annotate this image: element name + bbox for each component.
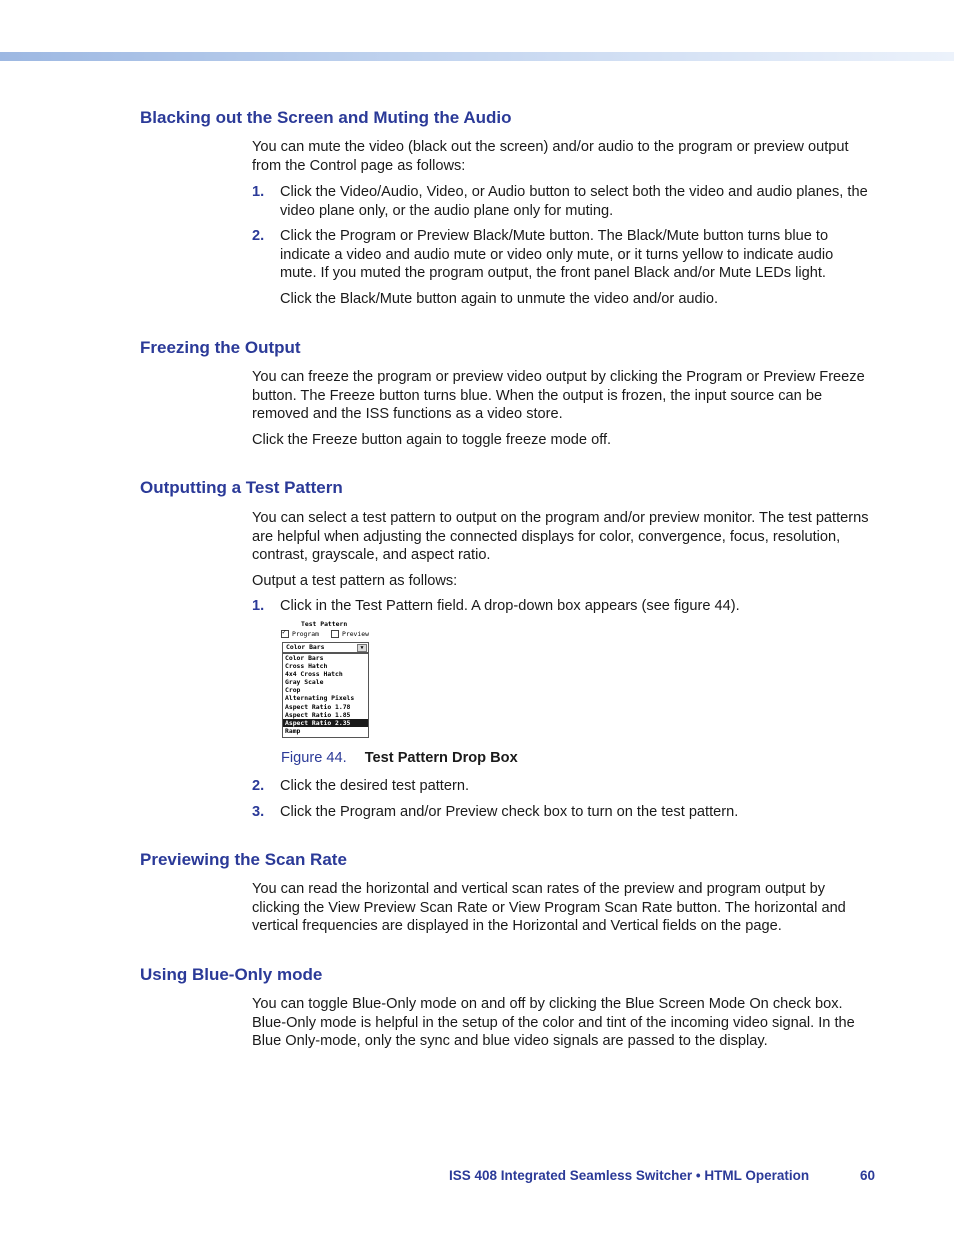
step-text: Click the desired test pattern.	[280, 778, 469, 794]
footer-doc-title: ISS 408 Integrated Seamless Switcher • HTML Operation	[449, 1168, 810, 1183]
heading-freezing: Freezing the Output	[140, 338, 301, 357]
chevron-down-icon[interactable]: ▼	[357, 644, 367, 652]
step-text: Click the Program and/or Preview check box to turn on the test pattern.	[280, 804, 739, 820]
blacking-note: Click the Black/Mute button again to unmute the video and/or audio.	[280, 291, 719, 307]
heading-blacking-out: Blacking out the Screen and Muting the Audio	[140, 108, 512, 127]
step-number: 2.	[252, 778, 265, 794]
test-pattern-title: Test Pattern	[301, 620, 348, 628]
heading-test-pattern: Outputting a Test Pattern	[140, 478, 343, 497]
testpattern-paragraph-2: Output a test pattern as follows:	[252, 573, 458, 589]
list-item-highlighted[interactable]: Aspect Ratio 2.35	[283, 719, 368, 727]
step-number: 3.	[252, 804, 265, 820]
freezing-paragraph-2: Click the Freeze button again to toggle freeze mode off.	[252, 432, 612, 448]
step-number: 1.	[252, 184, 265, 200]
checkbox-unchecked-icon[interactable]	[331, 630, 339, 638]
blacking-intro: You can mute the video (black out the screen) and/or audio to the program or preview output from the Control page as follows:	[252, 139, 849, 174]
checkbox-checked-icon[interactable]	[281, 630, 289, 638]
list-item[interactable]: Crop	[285, 686, 301, 695]
selected-value: Color Bars	[286, 643, 325, 651]
test-pattern-figure	[280, 620, 374, 738]
preview-label: Preview	[342, 630, 369, 638]
step-text: Click in the Test Pattern field. A drop-down box appears (see figure 44).	[280, 598, 740, 614]
testpattern-paragraph-1: You can select a test pattern to output on the program and/or preview monitor. The test patterns are helpful when adjusting the connected displays for color, convergence, focus, resolution, contrast, grayscale, and aspect ratio.	[252, 510, 869, 564]
program-checkbox[interactable]	[281, 630, 319, 638]
list-item[interactable]: Aspect Ratio 1.78	[285, 702, 351, 711]
freezing-paragraph-1: You can freeze the program or preview video output by clicking the Program or Preview Freeze button. The Freeze button turns blue. When the output is frozen, the input source can be removed and the ISS functions as a video store.	[252, 369, 865, 423]
figure-label: Figure 44.	[281, 750, 347, 766]
blueonly-paragraph: You can toggle Blue-Only mode on and off by clicking the Blue Screen Mode On check box. Blue-Only mode is helpful in the setup of the color and tint of the incoming video signal. In the Blue Only-mode, only the sync and blue video signals are passed to the display.	[252, 996, 855, 1050]
list-item[interactable]: Gray Scale	[285, 678, 324, 687]
list-item[interactable]: Color Bars	[285, 654, 324, 662]
heading-blue-only: Using Blue-Only mode	[140, 965, 323, 984]
test-pattern-select[interactable]	[282, 642, 369, 653]
list-item[interactable]: Aspect Ratio 1.85	[285, 710, 351, 719]
test-pattern-dropdown-list[interactable]	[282, 653, 369, 738]
list-item[interactable]: 4x4 Cross Hatch	[285, 670, 343, 679]
step-text: Click the Program or Preview Black/Mute button. The Black/Mute button turns blue to indicate a video and audio mute or video only mute, or it turns yellow to indicate audio mute. If you muted the program output, the front panel Black and/or Mute LEDs light.	[280, 228, 834, 282]
step-number: 2.	[252, 228, 265, 244]
list-item[interactable]: Ramp	[285, 726, 301, 735]
footer-page-number: 60	[860, 1168, 876, 1183]
preview-checkbox[interactable]	[331, 630, 369, 638]
scanrate-paragraph: You can read the horizontal and vertical scan rates of the preview and program output by clicking the View Preview Scan Rate or View Program Scan Rate button. The horizontal and vertical frequencies are displayed in the Horizontal and Vertical fields on the page.	[252, 881, 846, 935]
step-number: 1.	[252, 598, 265, 614]
program-label: Program	[292, 630, 319, 638]
list-item[interactable]: Alternating Pixels	[285, 694, 355, 703]
figure-caption-text: Test Pattern Drop Box	[364, 750, 518, 766]
list-item[interactable]: Cross Hatch	[285, 662, 328, 671]
header-gradient-bar	[0, 52, 954, 61]
figure-caption	[281, 750, 518, 766]
heading-scan-rate: Previewing the Scan Rate	[140, 850, 347, 869]
step-text: Click the Video/Audio, Video, or Audio button to select both the video and audio planes, the video plane only, or the audio plane only for muting.	[280, 184, 868, 219]
